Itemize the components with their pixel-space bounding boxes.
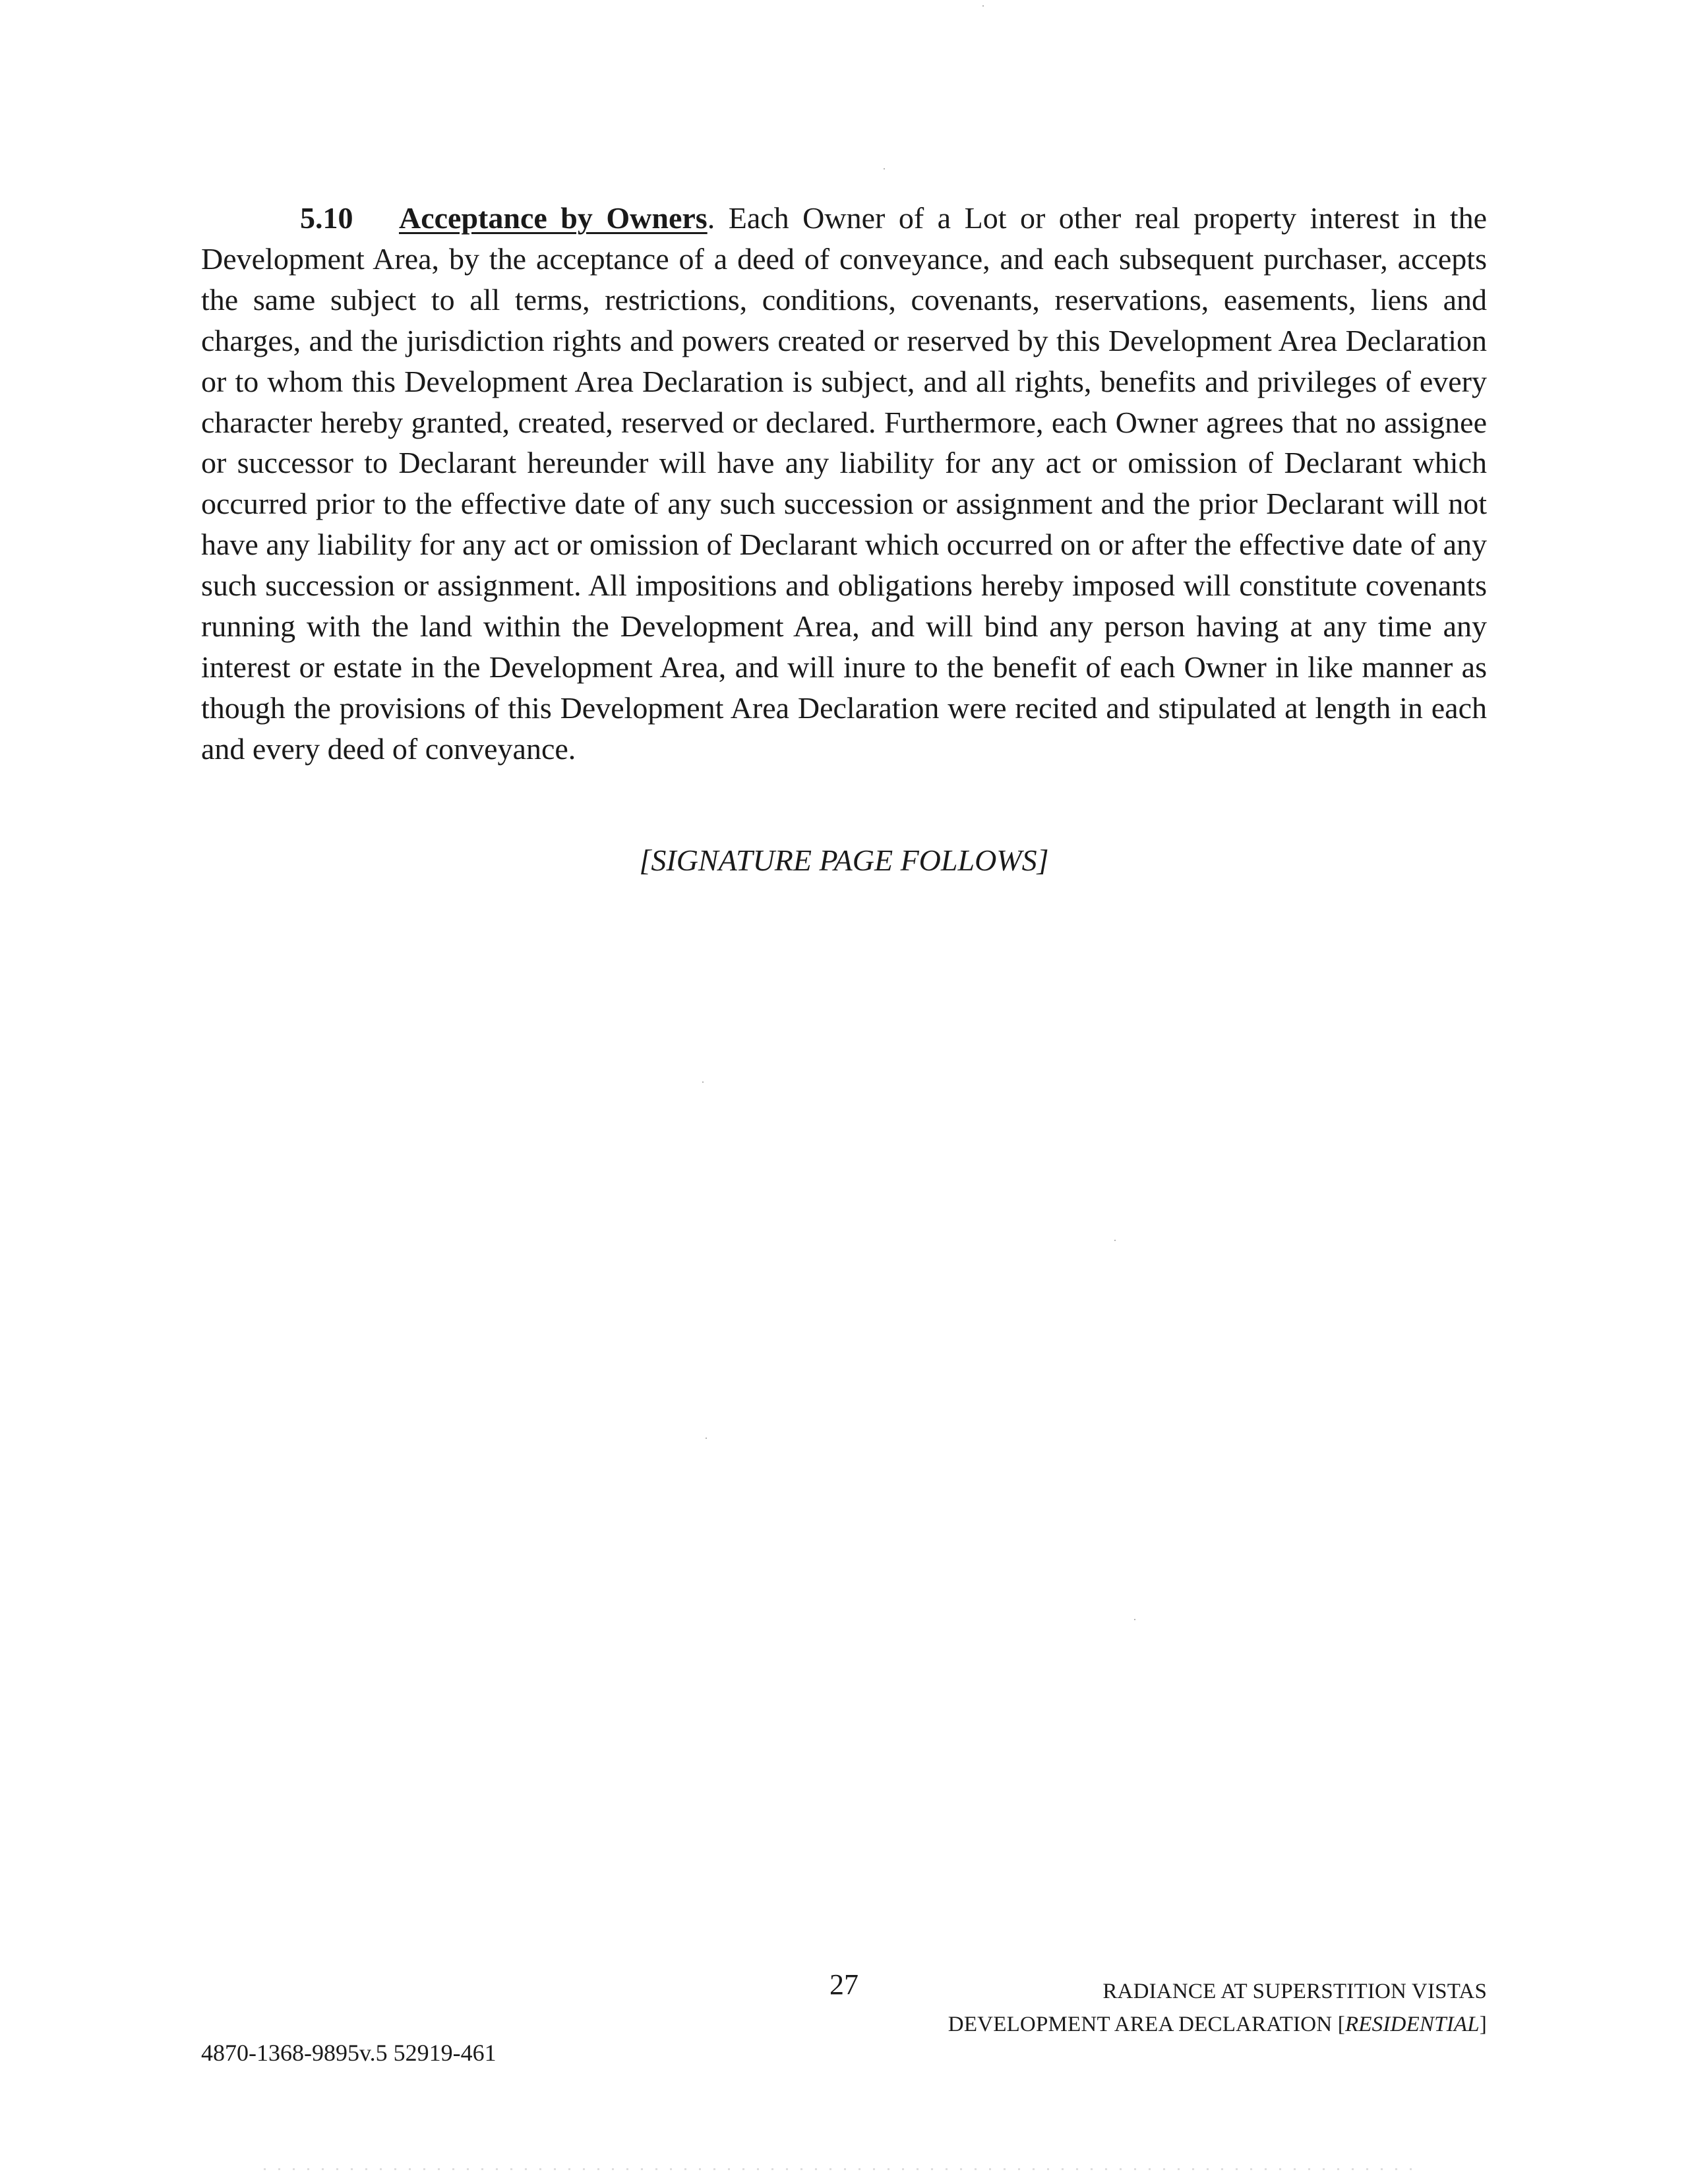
section-title: Acceptance by Owners [399, 201, 708, 235]
scan-noise-strip [264, 2168, 1424, 2170]
footer-title-line-1: RADIANCE AT SUPERSTITION VISTAS [1102, 1980, 1487, 2003]
footer-title-line-2-italic: RESIDENTIAL [1344, 2013, 1480, 2036]
footer-title-line-2 [948, 2008, 1487, 2041]
section-number: 5.10 [300, 201, 353, 235]
document-id: 4870-1368-9895v.5 52919-461 [201, 2040, 497, 2066]
scan-speck [702, 1081, 704, 1083]
footer-title-line-2-prefix: DEVELOPMENT AREA DECLARATION [ [948, 2013, 1345, 2036]
scan-speck [706, 1438, 707, 1439]
section-title-period: . [707, 201, 715, 235]
section-5-10-paragraph [201, 198, 1487, 770]
scan-speck [1114, 1240, 1116, 1241]
scan-speck [982, 5, 984, 7]
footer-title-line-2-suffix: ] [1479, 2013, 1487, 2036]
section-body: Each Owner of a Lot or other real property interest in the Development Area, by the acceptance of a deed of conveyance, and each subsequent purchaser, accepts the same subject to all terms, restrictions, conditions, covenants, reservations, easements, liens and charges, and the jurisdiction rights and powers created or reserved by this Development Area Declaration or to whom this Development Area Declaration is subject, and all rights, benefits and privileges of every character hereby granted, created, reserved or declared. Furthermore, each Owner agrees that no assignee or successor to Declarant hereunder will have any liability for any act or omission of Declarant which occurred prior to the effective date of any such succession or assignment and the prior Declarant will not have any liability for any act or omission of Declarant which occurred on or after the effective date of any such succession or assignment. All impositions and obligations hereby imposed will constitute covenants running with the land within the Development Area, and will bind any person having at any time any interest or estate in the Development Area, and will inure to the benefit of each Owner in like manner as though the provisions of this Development Area Declaration were recited and stipulated at length in each and every deed of conveyance. [201, 201, 1487, 766]
page-number: 27 [829, 1968, 859, 2001]
scan-speck [884, 168, 885, 169]
footer-document-title [948, 1975, 1487, 2041]
signature-page-notice: [SIGNATURE PAGE FOLLOWS] [639, 843, 1049, 877]
scan-speck [1134, 1619, 1135, 1620]
